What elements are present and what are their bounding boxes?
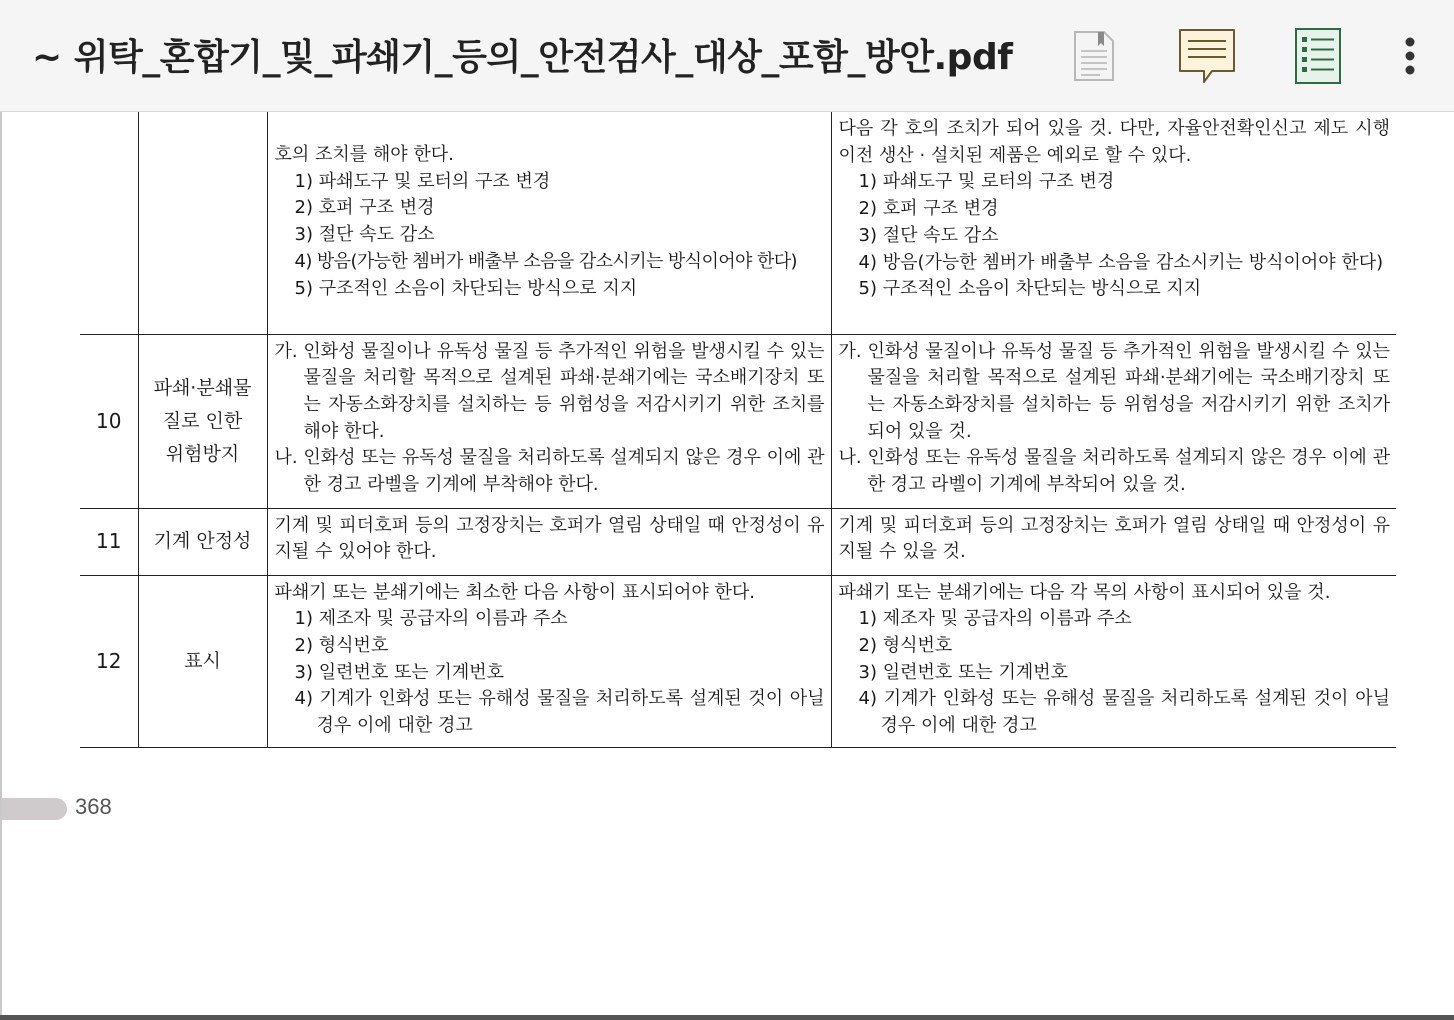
list-item: 2) 형식번호 <box>294 634 389 656</box>
outline-button[interactable] <box>1287 20 1349 92</box>
more-vert-icon <box>1403 36 1417 76</box>
list-item: 1) 제조자 및 공급자의 이름과 주소 <box>294 608 568 630</box>
item-line: 질로 인한 <box>162 409 243 432</box>
page-left-edge <box>0 112 2 1020</box>
inspection-text-cell <box>831 334 1396 508</box>
app-bar <box>0 0 1454 112</box>
row-item-cell <box>138 575 267 747</box>
row-item-cell <box>138 112 267 334</box>
table-row <box>80 508 1396 575</box>
item-line: 표시 <box>184 649 221 672</box>
page-bottom-edge <box>0 1015 1454 1020</box>
list-item: 1) 제조자 및 공급자의 이름과 주소 <box>858 608 1132 630</box>
page-number: 368 <box>75 794 112 819</box>
list-item: 5) 구조적인 소음이 차단되는 방식으로 지지 <box>858 278 1202 300</box>
page-view-button[interactable] <box>1064 20 1124 92</box>
document-title: ~ 위탁_혼합기_및_파쇄기_등의_안전검사_대상_포함_방안.pdf <box>32 37 1013 78</box>
inspection-text-cell <box>831 575 1396 747</box>
inspection-text-cell <box>831 508 1396 575</box>
standard-text-cell <box>267 575 831 747</box>
list-item: 1) 파쇄도구 및 로터의 구조 변경 <box>294 170 551 192</box>
table-row <box>80 575 1396 747</box>
paragraph: 다음 각 호의 조치가 되어 있을 것. 다만, 자율안전확인신고 제도 시행 이전 생산 · 설치된 제품은 예외로 할 수 있다. <box>838 118 1390 166</box>
item-line: 파쇄·분쇄물 <box>153 376 252 399</box>
list-item: 3) 일련번호 또는 기계번호 <box>294 661 505 683</box>
list-item: 3) 절단 속도 감소 <box>858 224 999 246</box>
clause: 나. 인화성 또는 유독성 물질을 처리하도록 설계되지 않은 경우 이에 관한 경고 라벨을 기계에 부착해야 한다. <box>274 447 825 496</box>
paragraph: 파쇄기 또는 분쇄기에는 최소한 다음 사항이 표시되어야 한다. <box>274 581 755 603</box>
item-line: 기계 안정성 <box>153 530 252 552</box>
row-number-cell: 10 <box>80 334 138 508</box>
table-row <box>80 334 1396 508</box>
outline-list-icon <box>1294 27 1342 85</box>
page-number-tab <box>0 798 67 820</box>
list-item: 4) 방음(가능한 쳄버가 배출부 소음을 감소시키는 방식이어야 한다) <box>858 251 1384 273</box>
table-row <box>80 112 1396 334</box>
comment-button[interactable] <box>1172 20 1242 92</box>
standard-text-cell <box>267 334 831 508</box>
list-item: 2) 호퍼 구조 변경 <box>294 197 435 219</box>
paragraph: 호의 조치를 해야 한다. <box>274 144 454 165</box>
row-number-cell <box>80 112 138 334</box>
comment-icon <box>1178 27 1236 85</box>
more-options-button[interactable] <box>1385 20 1435 92</box>
list-item: 1) 파쇄도구 및 로터의 구조 변경 <box>858 171 1115 193</box>
regulation-table <box>80 112 1396 748</box>
list-item: 4) 기계가 인화성 또는 유해성 물질을 처리하도록 설계된 것이 아닐 경우 이에 대한 경고 <box>858 688 1390 737</box>
clause: 가. 인화성 물질이나 유독성 물질 등 추가적인 위험을 발생시킬 수 있는 물질을 처리할 목적으로 설계된 파쇄·분쇄기에는 국소배기장치 또는 자동소화장치를 설치하는 등 위험성을 저감시키기 위한 조치가 되어 있을 것. <box>838 340 1390 442</box>
list-item: 2) 호퍼 구조 변경 <box>858 198 999 220</box>
clause: 가. 인화성 물질이나 유독성 물질 등 추가적인 위험을 발생시킬 수 있는 물질을 처리할 목적으로 설계된 파쇄·분쇄기에는 국소배기장치 또는 자동소화장치를 설치하는 등 위험성을 저감시키기 위한 조치를 해야 한다. <box>274 340 825 442</box>
list-item: 2) 형식번호 <box>858 634 953 656</box>
list-item: 4) 기계가 인화성 또는 유해성 물질을 처리하도록 설계된 것이 아닐 경우 이에 대한 경고 <box>294 688 825 737</box>
row-item-cell <box>138 334 267 508</box>
standard-text-cell <box>267 112 831 334</box>
page-view-icon <box>1072 29 1116 83</box>
clause: 나. 인화성 또는 유독성 물질을 처리하도록 설계되지 않은 경우 이에 관한 경고 라벨이 기계에 부착되어 있을 것. <box>838 447 1390 496</box>
row-item-cell <box>138 508 267 575</box>
list-item: 4) 방음(가능한 쳄버가 배출부 소음을 감소시키는 방식이어야 한다) <box>294 250 797 272</box>
paragraph: 파쇄기 또는 분쇄기에는 다음 각 목의 사항이 표시되어 있을 것. <box>838 581 1331 603</box>
list-item: 5) 구조적인 소음이 차단되는 방식으로 지지 <box>294 277 638 299</box>
item-line: 위험방지 <box>165 442 240 465</box>
row-number-cell: 11 <box>80 508 138 575</box>
inspection-text-cell <box>831 112 1396 334</box>
paragraph: 기계 및 피더호퍼 등의 고정장치는 호퍼가 열림 상태일 때 안정성이 유지될 수 있어야 한다. <box>274 514 825 563</box>
row-number-cell: 12 <box>80 575 138 747</box>
standard-text-cell <box>267 508 831 575</box>
list-item: 3) 일련번호 또는 기계번호 <box>858 661 1069 683</box>
list-item: 3) 절단 속도 감소 <box>294 224 435 246</box>
paragraph: 기계 및 피더호퍼 등의 고정장치는 호퍼가 열림 상태일 때 안정성이 유지될 수 있을 것. <box>838 514 1390 563</box>
